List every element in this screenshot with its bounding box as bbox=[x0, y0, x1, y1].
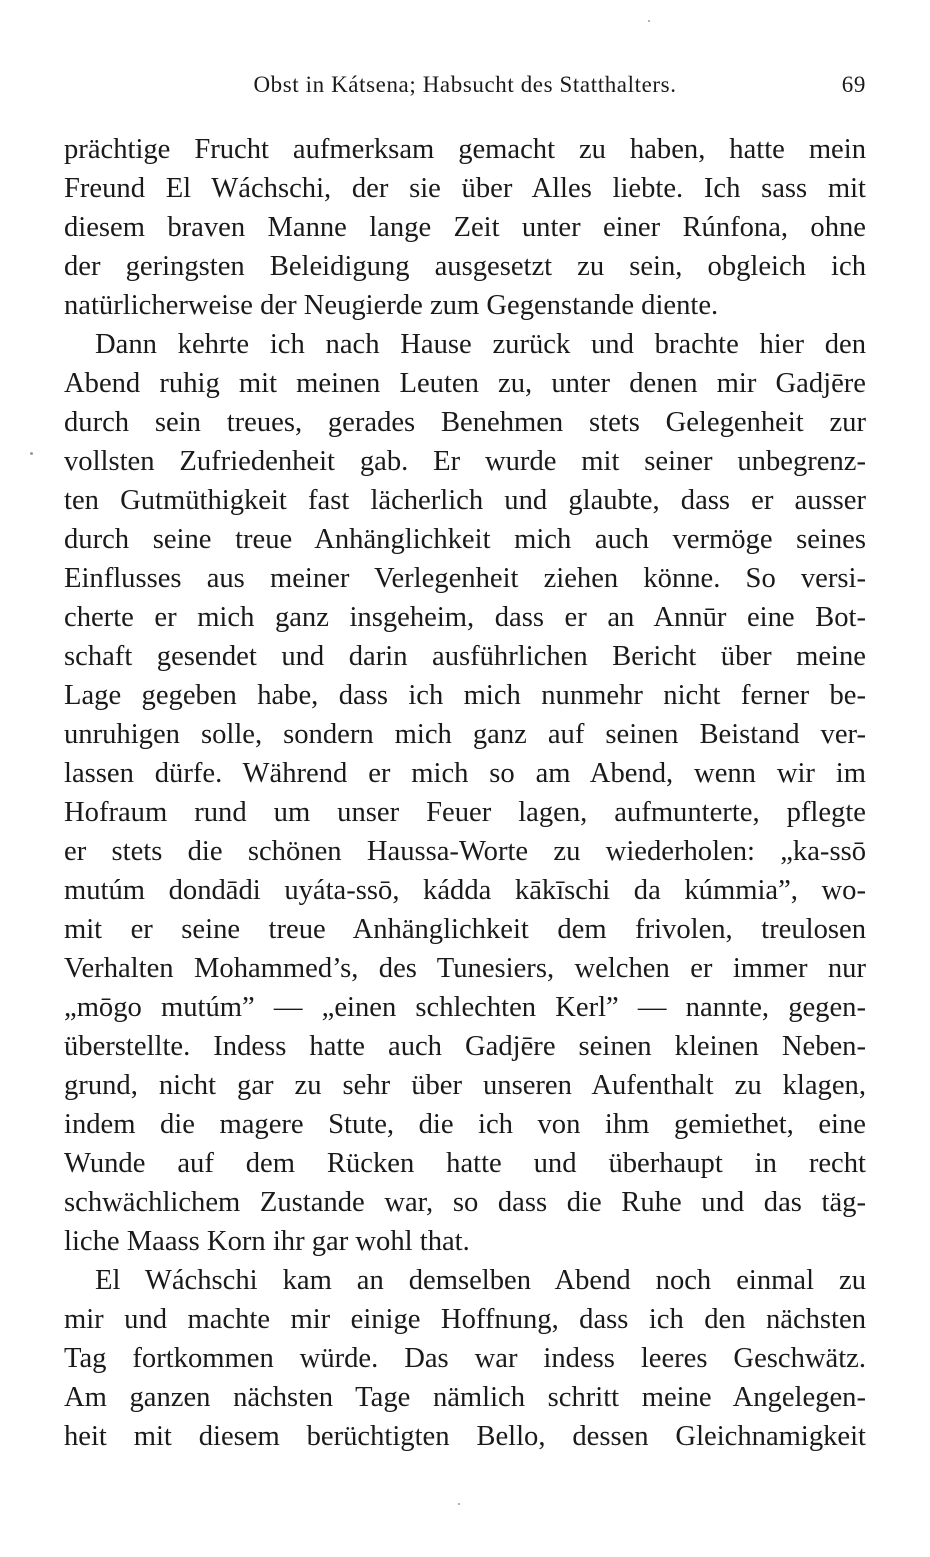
text-line: Hofraum rund um unser Feuer lagen, aufmunterte, pflegte bbox=[64, 797, 866, 828]
text-line: lassen dürfe. Während er mich so am Abend, wenn wir im bbox=[64, 758, 866, 789]
text-line: „mōgo mutúm” — „einen schlechten Kerl” — nannte, gegen- bbox=[64, 992, 866, 1023]
text-line: Tag fortkommen würde. Das war indess leeres Geschwätz. bbox=[64, 1343, 866, 1374]
print-speck bbox=[30, 452, 33, 455]
text-line: cherte er mich ganz insgeheim, dass er an Annūr eine Bot- bbox=[64, 602, 866, 633]
text-line: mir und machte mir einige Hoffnung, dass ich den nächsten bbox=[64, 1304, 866, 1335]
text-line: El Wáchschi kam an demselben Abend noch einmal zu bbox=[95, 1265, 866, 1296]
text-line: natürlicherweise der Neugierde zum Gegenstande diente. bbox=[64, 290, 719, 321]
text-line: Am ganzen nächsten Tage nämlich schritt meine Angelegen- bbox=[64, 1382, 866, 1413]
paragraph-3 bbox=[64, 1261, 866, 1456]
text-line: Wunde auf dem Rücken hatte und überhaupt in recht bbox=[64, 1148, 866, 1179]
paragraph-2 bbox=[64, 325, 866, 1261]
running-title: Obst in Kátsena; Habsucht des Statthalters. bbox=[253, 72, 677, 97]
text-line: diesem braven Manne lange Zeit unter einer Rúnfona, ohne bbox=[64, 212, 866, 243]
text-line: durch seine treue Anhänglichkeit mich auch vermöge seines bbox=[64, 524, 866, 555]
text-line: durch sein treues, gerades Benehmen stets Gelegenheit zur bbox=[64, 407, 866, 438]
text-line: schwächlichem Zustande war, so dass die Ruhe und das täg- bbox=[64, 1187, 866, 1218]
text-line: Einflusses aus meiner Verlegenheit ziehen könne. So versi- bbox=[64, 563, 866, 594]
book-page bbox=[64, 62, 866, 1456]
text-line: liche Maass Korn ihr gar wohl that. bbox=[64, 1226, 470, 1257]
text-line: Lage gegeben habe, dass ich mich nunmehr nicht ferner be- bbox=[64, 680, 866, 711]
text-line: mutúm dondādi uyáta-ssō, kádda kākīschi da kúmmia”, wo- bbox=[64, 875, 866, 906]
text-line: unruhigen solle, sondern mich ganz auf seinen Beistand ver- bbox=[64, 719, 866, 750]
print-speck bbox=[458, 1503, 460, 1505]
text-line: mit er seine treue Anhänglichkeit dem frivolen, treulosen bbox=[64, 914, 866, 945]
page-number: 69 bbox=[841, 72, 866, 97]
text-line: vollsten Zufriedenheit gab. Er wurde mit seiner unbegrenz- bbox=[64, 446, 866, 477]
text-line: schaft gesendet und darin ausführlichen Bericht über meine bbox=[64, 641, 866, 672]
paragraph-1 bbox=[64, 130, 866, 325]
text-line: Abend ruhig mit meinen Leuten zu, unter denen mir Gadjēre bbox=[64, 368, 866, 399]
text-line: Verhalten Mohammed’s, des Tunesiers, welchen er immer nur bbox=[64, 953, 866, 984]
text-line: Dann kehrte ich nach Hause zurück und brachte hier den bbox=[95, 329, 866, 360]
text-line: der geringsten Beleidigung ausgesetzt zu sein, obgleich ich bbox=[64, 251, 866, 282]
text-line: prächtige Frucht aufmerksam gemacht zu haben, hatte mein bbox=[64, 134, 866, 165]
print-speck bbox=[648, 20, 650, 22]
body-text bbox=[64, 130, 866, 1456]
text-line: Freund El Wáchschi, der sie über Alles liebte. Ich sass mit bbox=[64, 173, 866, 204]
text-line: indem die magere Stute, die ich von ihm gemiethet, eine bbox=[64, 1109, 866, 1140]
running-head bbox=[64, 62, 866, 106]
text-line: grund, nicht gar zu sehr über unseren Aufenthalt zu klagen, bbox=[64, 1070, 866, 1101]
text-line: ten Gutmüthigkeit fast lächerlich und glaubte, dass er ausser bbox=[64, 485, 866, 516]
text-line: heit mit diesem berüchtigten Bello, dessen Gleichnamigkeit bbox=[64, 1421, 866, 1452]
text-line: überstellte. Indess hatte auch Gadjēre seinen kleinen Neben- bbox=[64, 1031, 866, 1062]
text-line: er stets die schönen Haussa-Worte zu wiederholen: „ka-ssō bbox=[64, 836, 866, 867]
